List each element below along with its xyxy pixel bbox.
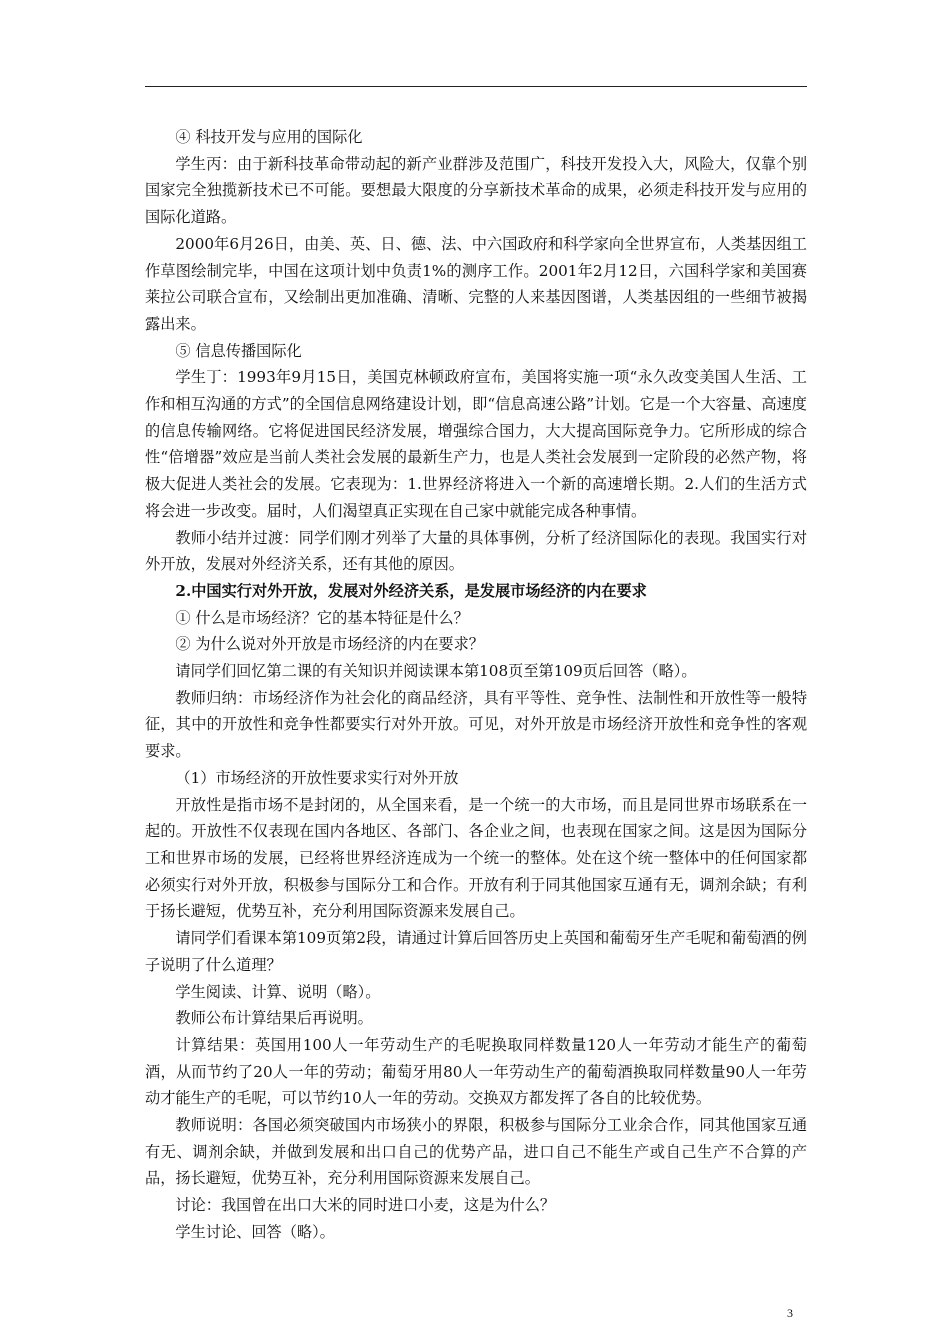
paragraph: 教师公布计算结果后再说明。 [175, 1009, 373, 1028]
paragraph: 教师说明：各国必须突破国内市场狭小的界限，积极参与国际分工业余合作，同其他国家互通有无、调剂余缺，并做到发展和出口自己的优势产品，进口自己不能生产或自己生产不合算的产品，扬长避短，优势互补，充分利用国际资源来发展自己。 [145, 1116, 807, 1188]
paragraph: 请同学们看课本第109页第2段，请通过计算后回答历史上英国和葡萄牙生产毛呢和葡萄酒的例子说明了什么道理？ [145, 929, 807, 974]
header-rule [145, 86, 807, 87]
document-body [145, 124, 807, 1246]
section-heading: 2.中国实行对外开放，发展对外经济关系，是发展市场经济的内在要求 [175, 581, 647, 600]
paragraph: 开放性是指市场不是封闭的，从全国来看，是一个统一的大市场，而且是同世界市场联系在一起的。开放性不仅表现在国内各地区、各部门、各企业之间，也表现在国家之间。这是因为国际分工和世界市场的发展，已经将世界经济连成为一个统一的整体。处在这个统一整体中的任何国家都必须实行对外开放，积极参与国际分工和合作。开放有利于同其他国家互通有无，调剂余缺；有利于扬长避短，优势互补，充分利用国际资源来发展自己。 [145, 795, 807, 921]
paragraph: 学生阅读、计算、说明（略）。 [175, 982, 381, 1001]
paragraph: 计算结果：英国用100人一年劳动生产的毛呢换取同样数量120人一年劳动才能生产的葡萄酒，从而节约了20人一年的劳动；葡萄牙用80人一年劳动生产的葡萄酒换取同样数量90人一年劳动才能生产的毛呢，可以节约10人一年的劳动。交换双方都发挥了各自的比较优势。 [145, 1035, 807, 1108]
paragraph: 教师小结并过渡：同学们刚才列举了大量的具体事例，分析了经济国际化的表现。我国实行对外开放，发展对外经济关系，还有其他的原因。 [145, 528, 807, 574]
paragraph: 2000年6月26日，由美、英、日、德、法、中六国政府和科学家向全世界宣布，人类基因组工作草图绘制完毕，中国在这项计划中负责1%的测序工作。2001年2月12日，六国科学家和美国赛莱拉公司联合宣布，又绘制出更加准确、清晰、完整的人来基因图谱，人类基因组的一些细节被揭露出来。 [145, 234, 807, 333]
paragraph: （1）市场经济的开放性要求实行对外开放 [175, 768, 459, 787]
paragraph: ① 什么是市场经济？它的基本特征是什么？ [175, 608, 469, 627]
paragraph: 讨论：我国曾在出口大米的同时进口小麦，这是为什么？ [175, 1196, 556, 1215]
paragraph: 请同学们回忆第二课的有关知识并阅读课本第108页至第109页后回答（略）。 [175, 662, 697, 681]
paragraph: 学生讨论、回答（略）。 [175, 1222, 335, 1241]
paragraph: ② 为什么说对外开放是市场经济的内在要求？ [175, 635, 484, 654]
paragraph: ④ 科技开发与应用的国际化 [175, 128, 363, 146]
paragraph: ⑤ 信息传播国际化 [175, 341, 302, 360]
paragraph: 学生丁：1993年9月15日，美国克林顿政府宣布，美国将实施一项“永久改变美国人生活、工作和相互沟通的方式”的全国信息网络建设计划，即“信息高速公路”计划。它是一个大容量、高速度的信息传输网络。它将促进国民经济发展，增强综合国力，大大提高国际竞争力。它所形成的综合性“倍增器”效应是当前人类社会发展的最新生产力，也是人类社会发展到一定阶段的必然产物，将极大促进人类社会的发展。它表现为：1.世界经济将进入一个新的高速增长期。2.人们的生活方式将会进一步改变。届时，人们渴望真正实现在自己家中就能完成各种事情。 [145, 368, 807, 520]
paragraph: 教师归纳：市场经济作为社会化的商品经济，具有平等性、竞争性、法制性和开放性等一般特征，其中的开放性和竞争性都要实行对外开放。可见，对外开放是市场经济开放性和竞争性的客观要求。 [145, 688, 807, 761]
paragraph: 学生丙：由于新科技革命带动起的新产业群涉及范围广，科技开发投入大，风险大，仅靠个别国家完全独揽新技术已不可能。要想最大限度的分享新技术革命的成果，必须走科技开发与应用的国际化道路。 [145, 154, 807, 227]
page-number: 3 [787, 1306, 793, 1320]
